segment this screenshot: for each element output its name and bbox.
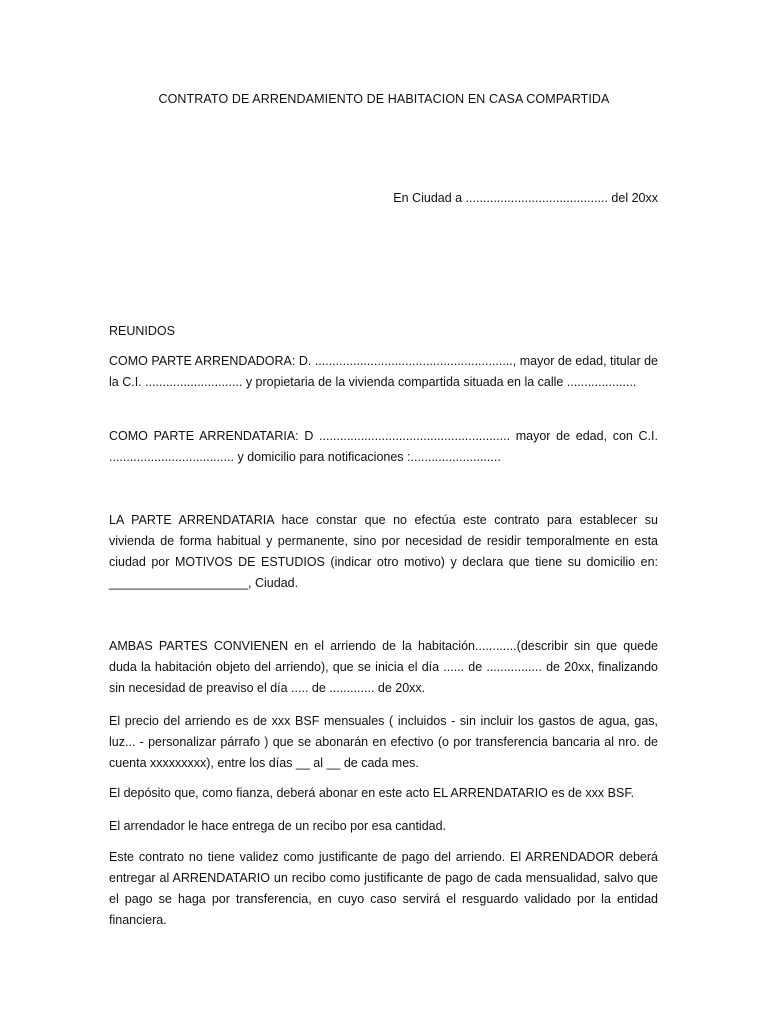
paragraph-constancia (109, 510, 658, 594)
precio-text: El precio del arriendo es de xxx BSF mensuales ( incluidos - sin incluir los gastos de agua, gas, luz... - personalizar párrafo ) que se abonarán en efectivo (o por transferencia bancaria al nro. de cuenta xxxxxxxxx), entre los días __ al __ de cada mes. (109, 714, 658, 770)
arrendadora-text: COMO PARTE ARRENDADORA: D. ........................................................., mayor de edad, titular de la C.I. ............................ y propietaria de la vivienda compartida situada en la calle .................... (109, 354, 658, 389)
paragraph-recibo (109, 816, 658, 837)
paragraph-arrendadora (109, 351, 658, 393)
document-title: CONTRATO DE ARRENDAMIENTO DE HABITACION EN CASA COMPARTIDA (158, 92, 610, 106)
recibo-text: El arrendador le hace entrega de un recibo por esa cantidad. (109, 819, 447, 833)
section-heading-reunidos (109, 321, 658, 342)
paragraph-precio (109, 711, 658, 774)
paragraph-deposito (109, 783, 658, 804)
deposito-text: El depósito que, como fianza, deberá abonar en este acto EL ARRENDATARIO es de xxx BSF. (109, 786, 635, 800)
dateline: En Ciudad a ......................................... del 20xx (393, 191, 658, 205)
convienen-text: AMBAS PARTES CONVIENEN en el arriendo de la habitación............(describir sin que quede duda la habitación objeto del arriendo), que se inicia el día ...... de ................ de 20xx, finalizando sin necesidad de preaviso el día ..... de ............. de 20xx. (109, 639, 658, 695)
paragraph-validez (109, 847, 658, 931)
reunidos-text: REUNIDOS (109, 324, 175, 338)
paragraph-arrendataria (109, 426, 658, 468)
validez-text: Este contrato no tiene validez como justificante de pago del arriendo. El ARRENDADOR deberá entregar al ARRENDATARIO un recibo como justificante de pago de cada mensualidad, salvo que el pago se haga por transferencia, en cuyo caso servirá el resguardo validado por la entidad financiera. (109, 850, 658, 927)
constancia-text: LA PARTE ARRENDATARIA hace constar que no efectúa este contrato para establecer su vivienda de forma habitual y permanente, sino por necesidad de residir temporalmente en esta ciudad por MOTIVOS DE ESTUDIOS (indicar otro motivo) y declara que tiene su domicilio en: ____________________, Ciudad. (109, 513, 658, 590)
arrendataria-text: COMO PARTE ARRENDATARIA: D ....................................................... mayor de edad, con C.I. .................................... y domicilio para notificaciones :.......................... (109, 429, 658, 464)
paragraph-convienen (109, 636, 658, 699)
